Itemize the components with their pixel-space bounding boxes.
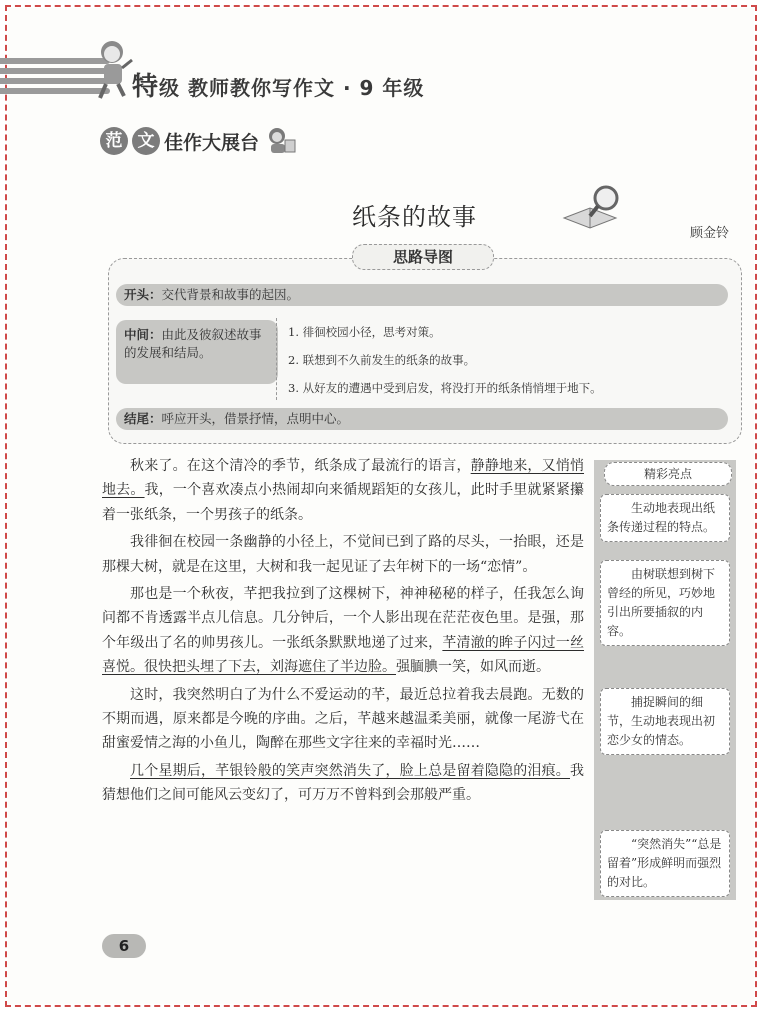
page-number: 6 [102, 934, 146, 958]
monkey-reading-icon [263, 126, 297, 156]
essay-body [102, 454, 584, 808]
annotation-note: 捕捉瞬间的细节，生动地表现出初恋少女的情态。 [600, 688, 730, 755]
annotation-note: 由树联想到树下曾经的所见，巧妙地引出所要插叙的内容。 [600, 560, 730, 646]
mindmap-opening [116, 284, 728, 306]
paragraph [102, 582, 584, 680]
paragraph-text: 秋来了。在这个清冷的季节，纸条成了最流行的语言， [130, 458, 471, 474]
book-title-grade: · 9 年级 [342, 76, 425, 100]
section-badge-char: 范 [100, 127, 128, 155]
opening-text: 交代背景和故事的起因。 [161, 287, 300, 302]
mindmap-ending [116, 408, 728, 430]
middle-item: 2. 联想到不久前发生的纸条的故事。 [288, 353, 476, 367]
paragraph: 这时，我突然明白了为什么不爱运动的芊，最近总拉着我去晨跑。无数的不期而遇，原来都是今晚的序曲。之后，芊越来越温柔美丽，就像一尾游弋在甜蜜爱情之海的小鱼儿，陶醉在那些文字往来的幸福时光…… [102, 686, 584, 752]
mindmap-divider [276, 318, 277, 400]
book-title-first-char: 特 [132, 72, 160, 102]
highlighted-text: 芊清澈的眸子闪过一丝喜悦。很快把头埋了下去，刘海遮住了半边脸。 [102, 634, 585, 676]
paragraph [102, 759, 584, 808]
middle-item: 3. 从好友的遭遇中受到启发，将没打开的纸条悄悄埋于地下。 [288, 381, 602, 395]
paragraph [102, 454, 584, 527]
opening-label: 开头： [124, 287, 162, 302]
annotation-heading: 精彩亮点 [604, 462, 732, 486]
middle-item: 1. 徘徊校园小径，思考对策。 [288, 325, 441, 339]
section-badge-char: 文 [132, 127, 160, 155]
book-magnifier-icon [560, 182, 632, 232]
mascot-boy-icon [92, 38, 136, 102]
highlighted-text: 几个星期后，芊银铃般的笑声突然消失了，脸上总是留着隐隐的泪痕。 [130, 762, 570, 779]
paragraph: 我徘徊在校园一条幽静的小径上，不觉间已到了路的尽头，一抬眼，还是那棵大树，就是在这里，大树和我一起见证了去年树下的一场“恋情”。 [102, 534, 584, 575]
essay-title: 纸条的故事 [352, 203, 477, 231]
annotation-note: “突然消失”“总是留着”形成鲜明而强烈的对比。 [600, 830, 730, 897]
section-heading [100, 126, 297, 156]
ending-text: 呼应开头，借景抒情，点明中心。 [161, 411, 350, 426]
highlighted-text: 静静地来，又悄悄地去。 [102, 458, 585, 499]
author-name: 顾金铃 [690, 226, 730, 241]
paragraph-text: 我猜想他们之间可能风云变幻了，可万万不曾料到会那般严重。 [102, 762, 584, 804]
mindmap-middle [116, 320, 278, 384]
paragraph-text: 那也是一个秋夜，芊把我拉到了这棵树下，神神秘秘的样子，任我怎么询问都不肯透露半点儿信息。几分钟后，一个人影出现在茫茫夜色里。是强，那个年级出了名的帅男孩儿。一张纸条默默地递了过来， [102, 586, 584, 651]
middle-label: 中间： [124, 327, 162, 342]
book-title-main: 级 教师教你写作文 [159, 76, 335, 100]
annotation-note: 生动地表现出纸条传递过程的特点。 [600, 494, 730, 542]
ending-label: 结尾： [124, 411, 162, 426]
middle-item-list [288, 318, 602, 402]
mindmap-title: 思路导图 [352, 244, 494, 270]
paragraph-text: 强腼腆一笑，如风而逝。 [396, 659, 550, 676]
middle-text: 由此及彼叙述故事的发展和结局。 [124, 327, 262, 360]
paragraph-text: 我，一个喜欢凑点小热闹却向来循规蹈矩的女孩儿，此时手里就紧紧攥着一张纸条，一个男孩子的纸条。 [102, 482, 584, 523]
section-label: 佳作大展台 [164, 131, 260, 154]
book-title [132, 66, 424, 103]
